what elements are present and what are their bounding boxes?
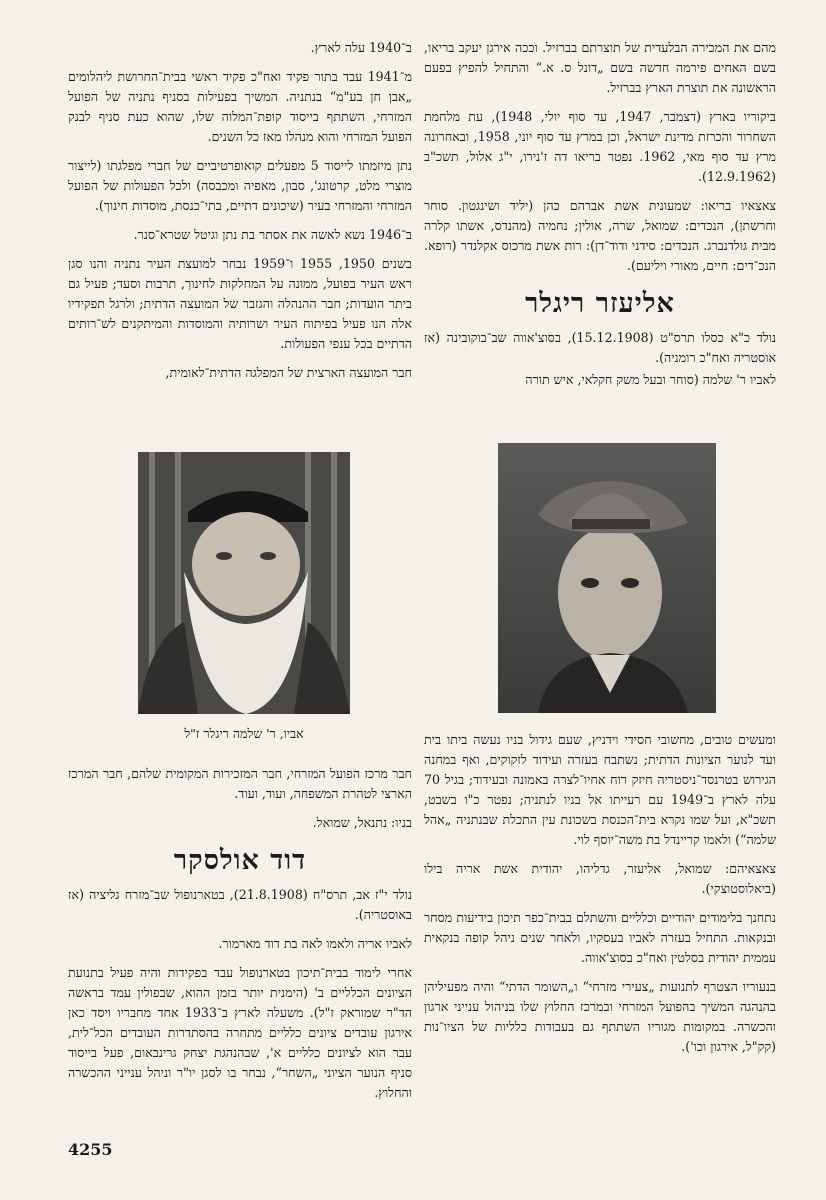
paragraph: בנעוריו הצטרף לתנועות „צעירי מזרחי“ ו„השומר הדתי“ והיה מפעיליהן בהנהגה המשיך בהפועל המזרחי ובמרכז החלוץ שלו בניהול ענייני ארגון והכשרה. במקומות מגוריו השתתף גם בעבודות כלליות של הציו־נות (קק"ל, אירגון וכו').: [424, 979, 776, 1054]
paragraph: ב־1946 נשא לאשה את אסתר בת נתן וגיטל שטרא־סנר.: [133, 227, 412, 242]
paragraph: בשנים 1950, 1955 ו־1959 נבחר למועצת העיר נתניה והנו סגן ראש העיר בפועל, ממונה על המחלקות לחינוך, תרבות וסעד; פעיל גם ביתר הועדות; חבר ההנהלה והגזבר של המועצה הדתית; ולרגל תפקידיו אלה הנו פעיל בפיתוח העיר ושרותיה והמוסדות והמיתקנים לש־רותים הדתיים בכל ענפי הפעולות.: [68, 256, 413, 351]
left-column: [68, 38, 412, 392]
photo-caption: אביו, ר' שלמה ריגלר ז"ל: [184, 726, 304, 741]
paragraph: בניו: נתנאל, שמואל.: [312, 815, 412, 830]
paragraph: מהם את המכירה הבלעדית של תוצרתם בברזיל. וככה אירגן יעקב בריאו, בשם האחים פירמה חדשה בשם „דונל ס. א.“ והתחיל להפיץ בפעם הראשונה את תוצרת הארץ בברזיל.: [424, 40, 776, 95]
right-column-bottom: [424, 730, 776, 1066]
paragraph: אחרי לימוד בבית־תיכון בטארנופול עבד בפקידות והיה פעיל בתנועת הציונים הכלליים ב' (הימנית יותר בזמן ההוא, שבפולין עמד בראשה הד"ר שמוראק ז"ל). משעלה לארץ ב־1933 אחד מחבריו ויסד כאן אירגון עובדים ציונים כלליים מתחרה בהסתדרות העובדים הכל־לית, עבר הוא לציונים כלליים א', שבהנהגת יצחק גרינבאום, פעל בייסוד סניף הנוער הציוני „השחר“, נבחר בו לסגן יו"ר וניהל ענייני ההכשרה והחלוץ.: [68, 965, 412, 1100]
paragraph: נולד י"ז אב, תרס"ח (21.8.1908), בטארנופול שב־מזרח גליציה (אז באוסטריה).: [68, 887, 412, 922]
left-column-bottom: [68, 764, 412, 1112]
paragraph: צאצאיו בריאו: שמעונית אשת אברהם כהן (יליד ושינגטון. סוחר וחרשתן), הנכדים: שמואל, שרה, אולין; נחמיה (מהנדס, אשתו קלרה מבית גולדנברג. הנכדים: סידני ודוד־דן): רות אשת מרכוס אקלנדר (רופא. הנכ־דים: חיים, מאורי ויליעם).: [424, 198, 776, 273]
paragraph: נתן מיזמתו לייסוד 5 מפעלים קואופרטיביים של חברי מפלגתו (לייצור מוצרי מלט, קרטונג', סבון, מאפיה ומכבסה) ולכל הפעולות של הפועל המזרחי והמזרחי בעיר (שיכונים דתיים, בתי־כנסת, מוסדות חינוך).: [68, 158, 412, 213]
portrait-photo-eliezer: [498, 443, 716, 713]
paragraph: נולד כ"א כסלו תרס"ט (15.12.1908), בסוצ'אווה שב־בוקובינה (אז אוסטריה ואח"כ רומניה).: [424, 330, 776, 365]
section-heading-david-olsker: דוד אולסקר: [173, 845, 307, 876]
paragraph: ב־1940 עלה לארץ.: [310, 40, 412, 55]
paragraph: לאביו ר' שלמה (סוחר ובעל משק חקלאי, איש תורה: [525, 372, 776, 387]
paragraph: צאצאיהם: שמואל, אליעזר, גדליהו, יהודית אשת אריה בילו (ביאלוסטוצקי).: [424, 861, 776, 896]
page-number: 4255: [68, 1140, 113, 1159]
paragraph: ביקוריו בארץ (דצמבר, 1947, עד סוף יולי, 1948), עת מלחמת השחרור והכרזת מדינת ישראל, וכן במרץ עד סוף יוני, 1958, ובאחרונה מרץ עד סוף מאי, 1962. נפטר בריאו דה ז'נירו, י"ג אלול, תשכ"ב (12.9.1962).: [424, 109, 776, 184]
paragraph: לאביו אריה ולאמו לאה בת דוד מארמור.: [218, 936, 412, 951]
paragraph: חבר המועצה הארצית של המפלגה הדתית־לאומית,: [165, 365, 412, 380]
section-heading-eliezer-rigler: אליעזר ריגלר: [525, 288, 675, 319]
paragraph: חבר מרכז הפועל המזרחי, חבר המזכירות המקומית שלהם, חבר המרכז הארצי לטהרת המשפחה, ועוד, ועוד.: [68, 766, 412, 801]
right-column: [424, 38, 776, 399]
paragraph: ומעשים טובים, מחשובי חסידי וידניץ, שעם גידול בניו נעשה ביתו בית ועד לנוער הציונות הדתית; נשתבח בעזרה ועידוד לזקוקים, ואף במחנה הגירוש בטרנסד־ניסטריה חיזק רוח אחיו־לצרה באמונה ובעידוד; בגיל 70 עלה לארץ ב־1949 עם רעייתו אל בניו לנתניה; נפטר כ"ו בשבט, תשכ"א, ועל שמו נקרא בית־הכנסת בשכונת עין התכלת שבנתניה „אהל שלמה“) ולאמו קריינדל בת משה־יוסף לוי.: [424, 732, 776, 847]
paragraph: מ־1941 עבד בתור פקיד ואח"כ פקיד ראשי בבית־החרושת ליהלומים „אבן חן בע"מ“ בנתניה. המשיך בפעילות בסניף נתניה של הפועל המזרחי, השתתף בייסוד קופת־המלוה שלו, שהוא כעת סניף לבנק הפועל המזרחי והוא מנהלו מאז כל השנים.: [68, 69, 412, 144]
paragraph: נתחנך בלימודים יהודיים וכלליים והשתלם בבית־כפר תיכון בידיעות מסחר ובנקאות. התחיל בעזרה לאביו בעסקיו, ולאחר שנים ניהל קופה בנקאית עממית יהודית בסלטין ואח"כ בסוצ'אווה.: [424, 910, 776, 965]
portrait-photo-shlomo: [138, 452, 350, 714]
